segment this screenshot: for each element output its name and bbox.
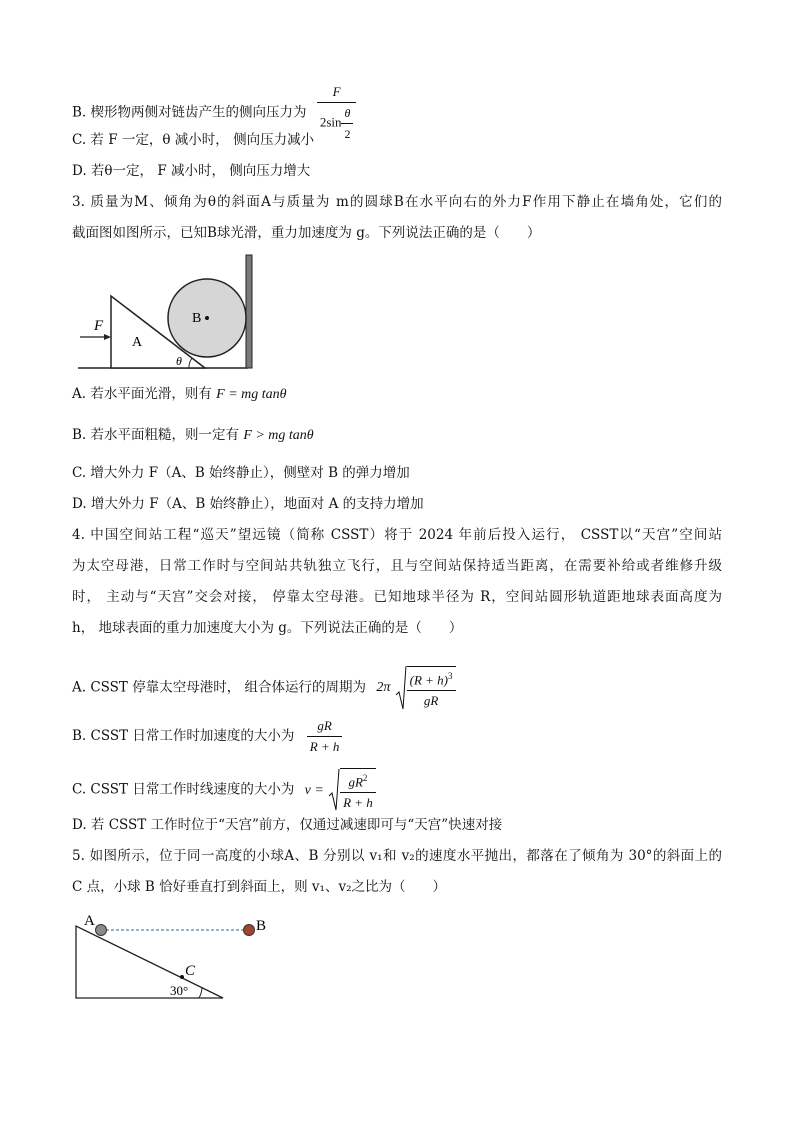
q4-stem-line-2: 为太空母港，日常工作时与空间站共轨独立飞行，且与空间站保持适当距离，在需要补给或者维修升级 [72,558,722,574]
q2-option-b-fraction: F 2sin $\frac{\theta}{2}$ [317,83,357,143]
q3-label-f: F [94,318,104,334]
q5-ball-a [96,925,107,936]
q3-force-arrowhead [104,334,111,340]
q4-option-b: B. CSST 日常工作时加速度的大小为 $\frac{gR}{R + h}$ [72,717,342,756]
q3-ball-center [205,316,209,320]
q3-option-c: C. 增大外力 F（A、B 始终静止），侧壁对 B 的弹力增加 [72,465,410,481]
q5-stem-line-2: C 点，小球 B 恰好垂直打到斜面上，则 v₁、v₂之比为（ ） [72,879,446,895]
q3-wall [246,255,252,368]
q3-label-b: B [192,311,202,326]
q3-label-theta: θ [176,354,182,368]
q4-option-c: C. CSST 日常工作时线速度的大小为 v = $\frac{gR^2}{R + h}$ [72,768,376,812]
q5-ball-b [244,925,255,936]
q4-option-b-fraction: $\frac{gR}{R + h}$ [307,717,343,756]
q4-stem-line-4: h， 地球表面的重力加速度大小为 g。下列说法正确的是（ ） [72,620,463,636]
q4-stem-line-1: 4. 中国空间站工程“巡天”望远镜（简称 CSST）将于 2024 年前后投入运行， CSST以“天宫”空间站 [72,527,722,543]
q4-stem-line-3: 时， 主动与“天宫”交会对接， 停靠太空母港。已知地球半径为 R，空间站圆形轨道距地球表面高度为 [72,589,722,605]
q4-option-a-sqrt: $\frac{(R + h)^3}{gR}$ [395,665,456,711]
q3-option-d: D. 增大外力 F（A、B 始终静止），地面对 A 的支持力增加 [72,496,424,512]
q3-label-a: A [132,335,143,350]
q2-option-c: C. 若 F 一定，θ 减小时， 侧向压力减小 [72,132,315,148]
q5-label-a: A [84,913,95,929]
q2-option-d: D. 若θ一定， F 减小时， 侧向压力增大 [72,163,311,179]
q3-stem-line-1: 3. 质量为M、倾角为θ的斜面A与质量为 m的圆球B在水平向右的外力F作用下静止在墙角处，它们的 [72,194,722,210]
q4-radical-sign-a [395,665,407,711]
q5-label-angle: 30° [170,983,189,998]
q4-option-d: D. 若 CSST 工作时位于“天宫”前方，仅通过减速即可与“天宫”快速对接 [72,817,503,833]
q3-stem-line-2: 截面图如图所示，已知B球光滑，重力加速度为 g。下列说法正确的是（ ） [72,225,541,241]
q5-stem-line-1: 5. 如图所示，位于同一高度的小球A、B 分别以 v₁和 v₂的速度水平抛出，都落在了倾角为 30°的斜面上的 [72,848,722,864]
q3-option-b: B. 若水平面粗糙，则一定有 F > mg tanθ [72,427,314,443]
q4-option-c-sqrt: $\frac{gR^2}{R + h}$ [328,768,376,812]
q5-incline [76,926,223,998]
q5-figure [68,908,278,1004]
q5-label-c: C [185,963,196,979]
q3-option-a: A. 若水平面光滑，则有 F = mg tanθ [72,386,287,402]
q2-option-b: B. 楔形物两侧对链齿产生的侧向压力为 F 2sin $\frac{\theta}{2}$ [72,83,356,143]
q4-radical-sign-c [328,768,340,812]
q5-point-c [180,975,184,979]
q5-label-b: B [256,918,267,934]
q3-figure [72,250,262,370]
q4-option-a: A. CSST 停靠太空母港时， 组合体运行的周期为 2π $\frac{(R + h)^3}{gR}$ [72,665,456,711]
